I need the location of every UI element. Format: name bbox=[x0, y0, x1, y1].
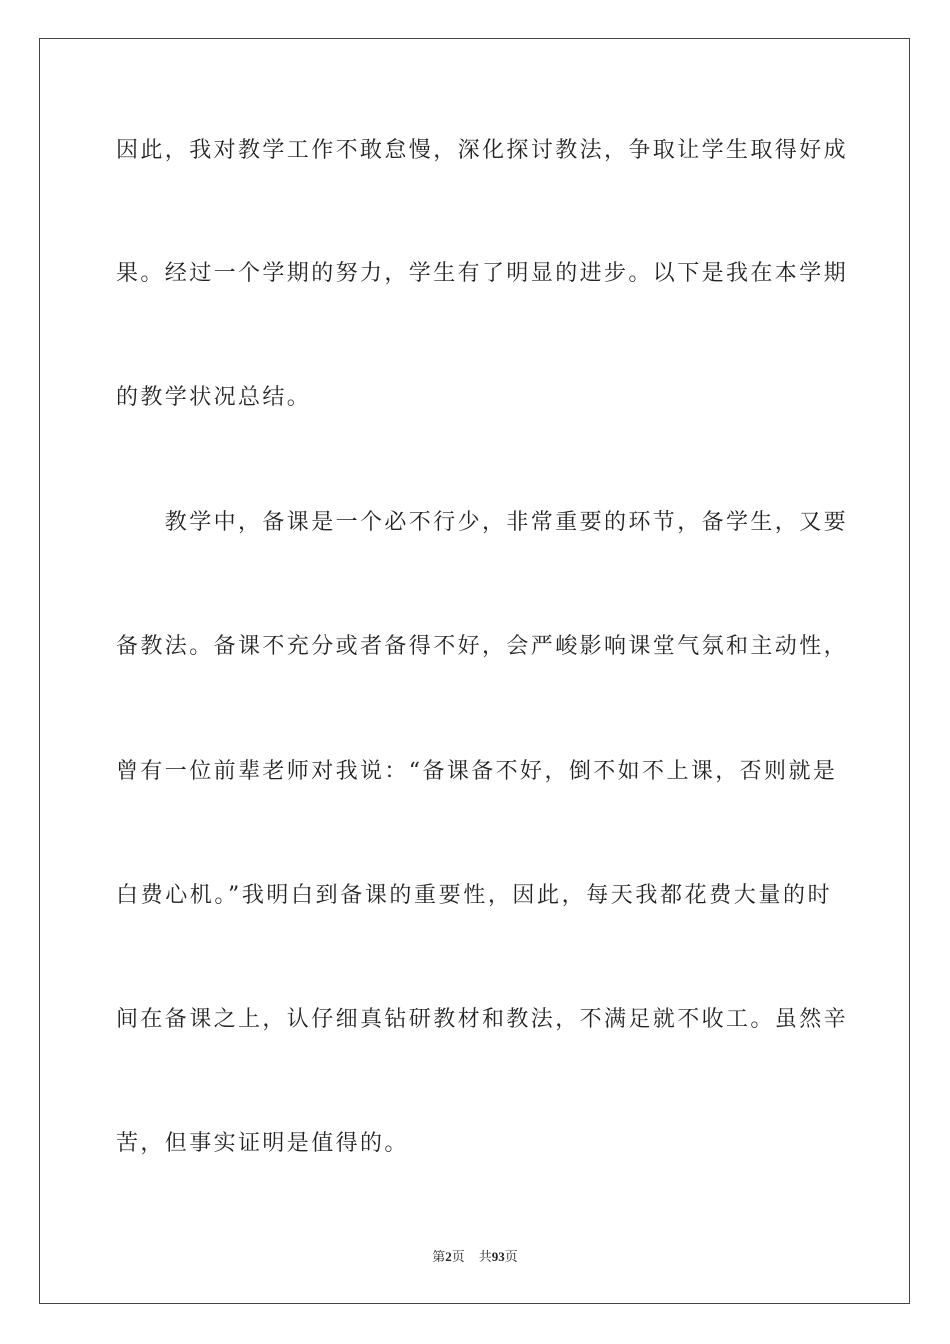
text-line: 白费心机。”我明白到备课的重要性，因此，每天我都花费大量的时 bbox=[116, 883, 832, 908]
text-line: 教学中，备课是一个必不行少，非常重要的环节，备学生，又要 bbox=[116, 510, 849, 535]
page-footer bbox=[0, 1246, 950, 1265]
page-number: 2 bbox=[445, 1249, 452, 1264]
footer-prefix: 第 bbox=[432, 1250, 446, 1265]
text-line: 间在备课之上，认仔细真钻研教材和教法，不满足就不收工。虽然辛 bbox=[116, 1007, 849, 1032]
text-line: 的教学状况总结。 bbox=[116, 385, 312, 410]
footer-page-suffix: 页 bbox=[451, 1250, 465, 1265]
text-line: 曾有一位前辈老师对我说：“备课备不好，倒不如不上课，否则就是 bbox=[116, 759, 838, 784]
text-line: 因此，我对教学工作不敢怠慢，深化探讨教法，争取让学生取得好成 bbox=[116, 138, 849, 163]
footer-total-prefix: 共 bbox=[478, 1250, 492, 1265]
page-frame bbox=[39, 38, 910, 1304]
total-pages: 93 bbox=[491, 1249, 505, 1264]
text-line: 备教法。备课不充分或者备得不好，会严峻影响课堂气氛和主动性， bbox=[116, 634, 849, 659]
text-line: 果。经过一个学期的努力，学生有了明显的进步。以下是我在本学期 bbox=[116, 261, 849, 286]
footer-total-suffix: 页 bbox=[504, 1250, 518, 1265]
text-line: 苦，但事实证明是值得的。 bbox=[116, 1131, 409, 1156]
